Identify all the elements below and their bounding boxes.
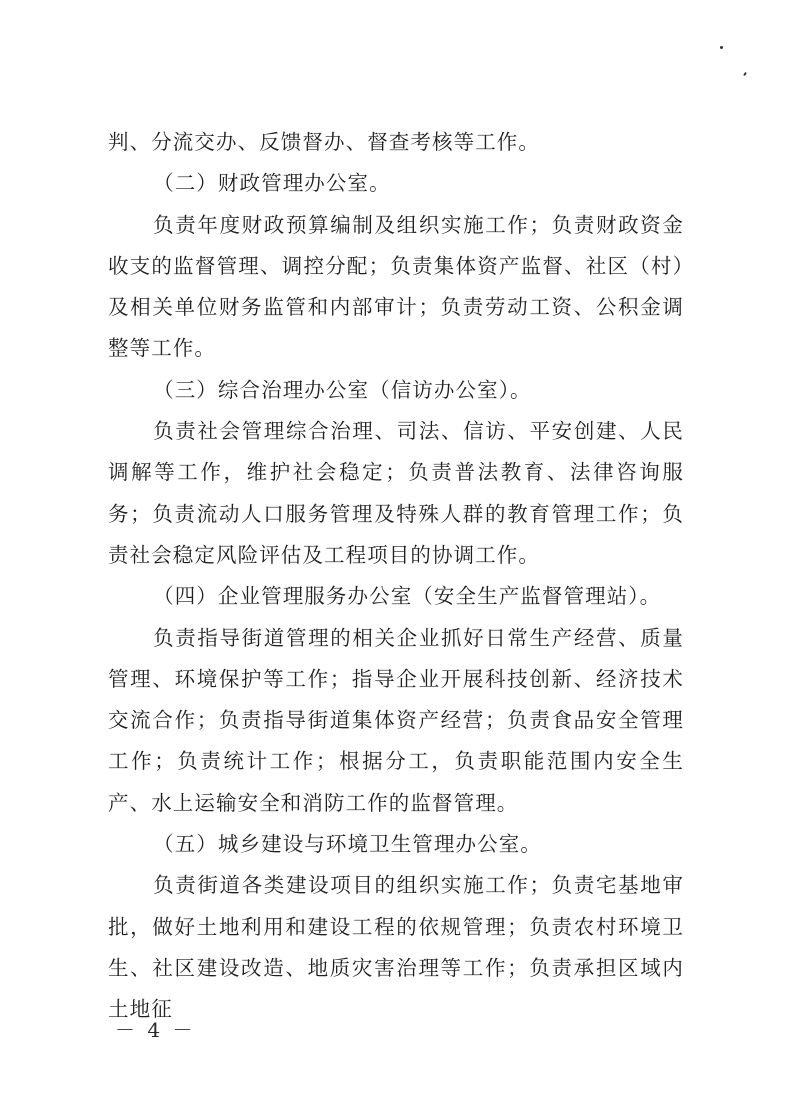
scan-specks xyxy=(700,40,760,90)
page-number: － 4 － xyxy=(115,1018,196,1042)
paragraph-governance-duties: 负责社会管理综合治理、司法、信访、平安创建、人民调解等工作，维护社会稳定；负责普法教育、法律咨询服务；负责流动人口服务管理及特殊人群的教育管理工作；负责社会稳定风险评估及工程项目的协调工作。 xyxy=(108,419,684,567)
document-body xyxy=(108,122,684,1031)
scan-speck xyxy=(720,46,723,49)
scan-speck xyxy=(743,72,747,76)
section-heading-construction-office: （五）城乡建设与环境卫生管理办公室。 xyxy=(153,832,542,857)
paragraph-construction-duties: 负责街道各类建设项目的组织实施工作；负责宅基地审批，做好土地利用和建设工程的依规管理；负责农村环境卫生、社区建设改造、地质灾害治理等工作；负责承担区域内土地征 xyxy=(108,873,684,1022)
paragraph-finance-duties: 负责年度财政预算编制及组织实施工作；负责财政资金收支的监督管理、调控分配；负责集体资产监督、社区（村）及相关单位财务监管和内部审计；负责劳动工资、公积金调整等工作。 xyxy=(108,212,684,361)
section-heading-governance-office: （三）综合治理办公室（信访办公室）。 xyxy=(153,377,532,402)
section-heading-finance-office: （二）财政管理办公室。 xyxy=(153,171,391,196)
section-heading-enterprise-office: （四）企业管理服务办公室（安全生产监督管理站）。 xyxy=(153,584,662,609)
paragraph-enterprise-duties: 负责指导街道管理的相关企业抓好日常生产经营、质量管理、环境保护等工作；指导企业开展科技创新、经济技术交流合作；负责指导街道集体资产经营；负责食品安全管理工作；负责统计工作；根据分工，负责职能范围内安全生产、水上运输安全和消防工作的监督管理。 xyxy=(108,625,684,815)
continuation-paragraph: 判、分流交办、反馈督办、督查考核等工作。 xyxy=(108,130,540,154)
